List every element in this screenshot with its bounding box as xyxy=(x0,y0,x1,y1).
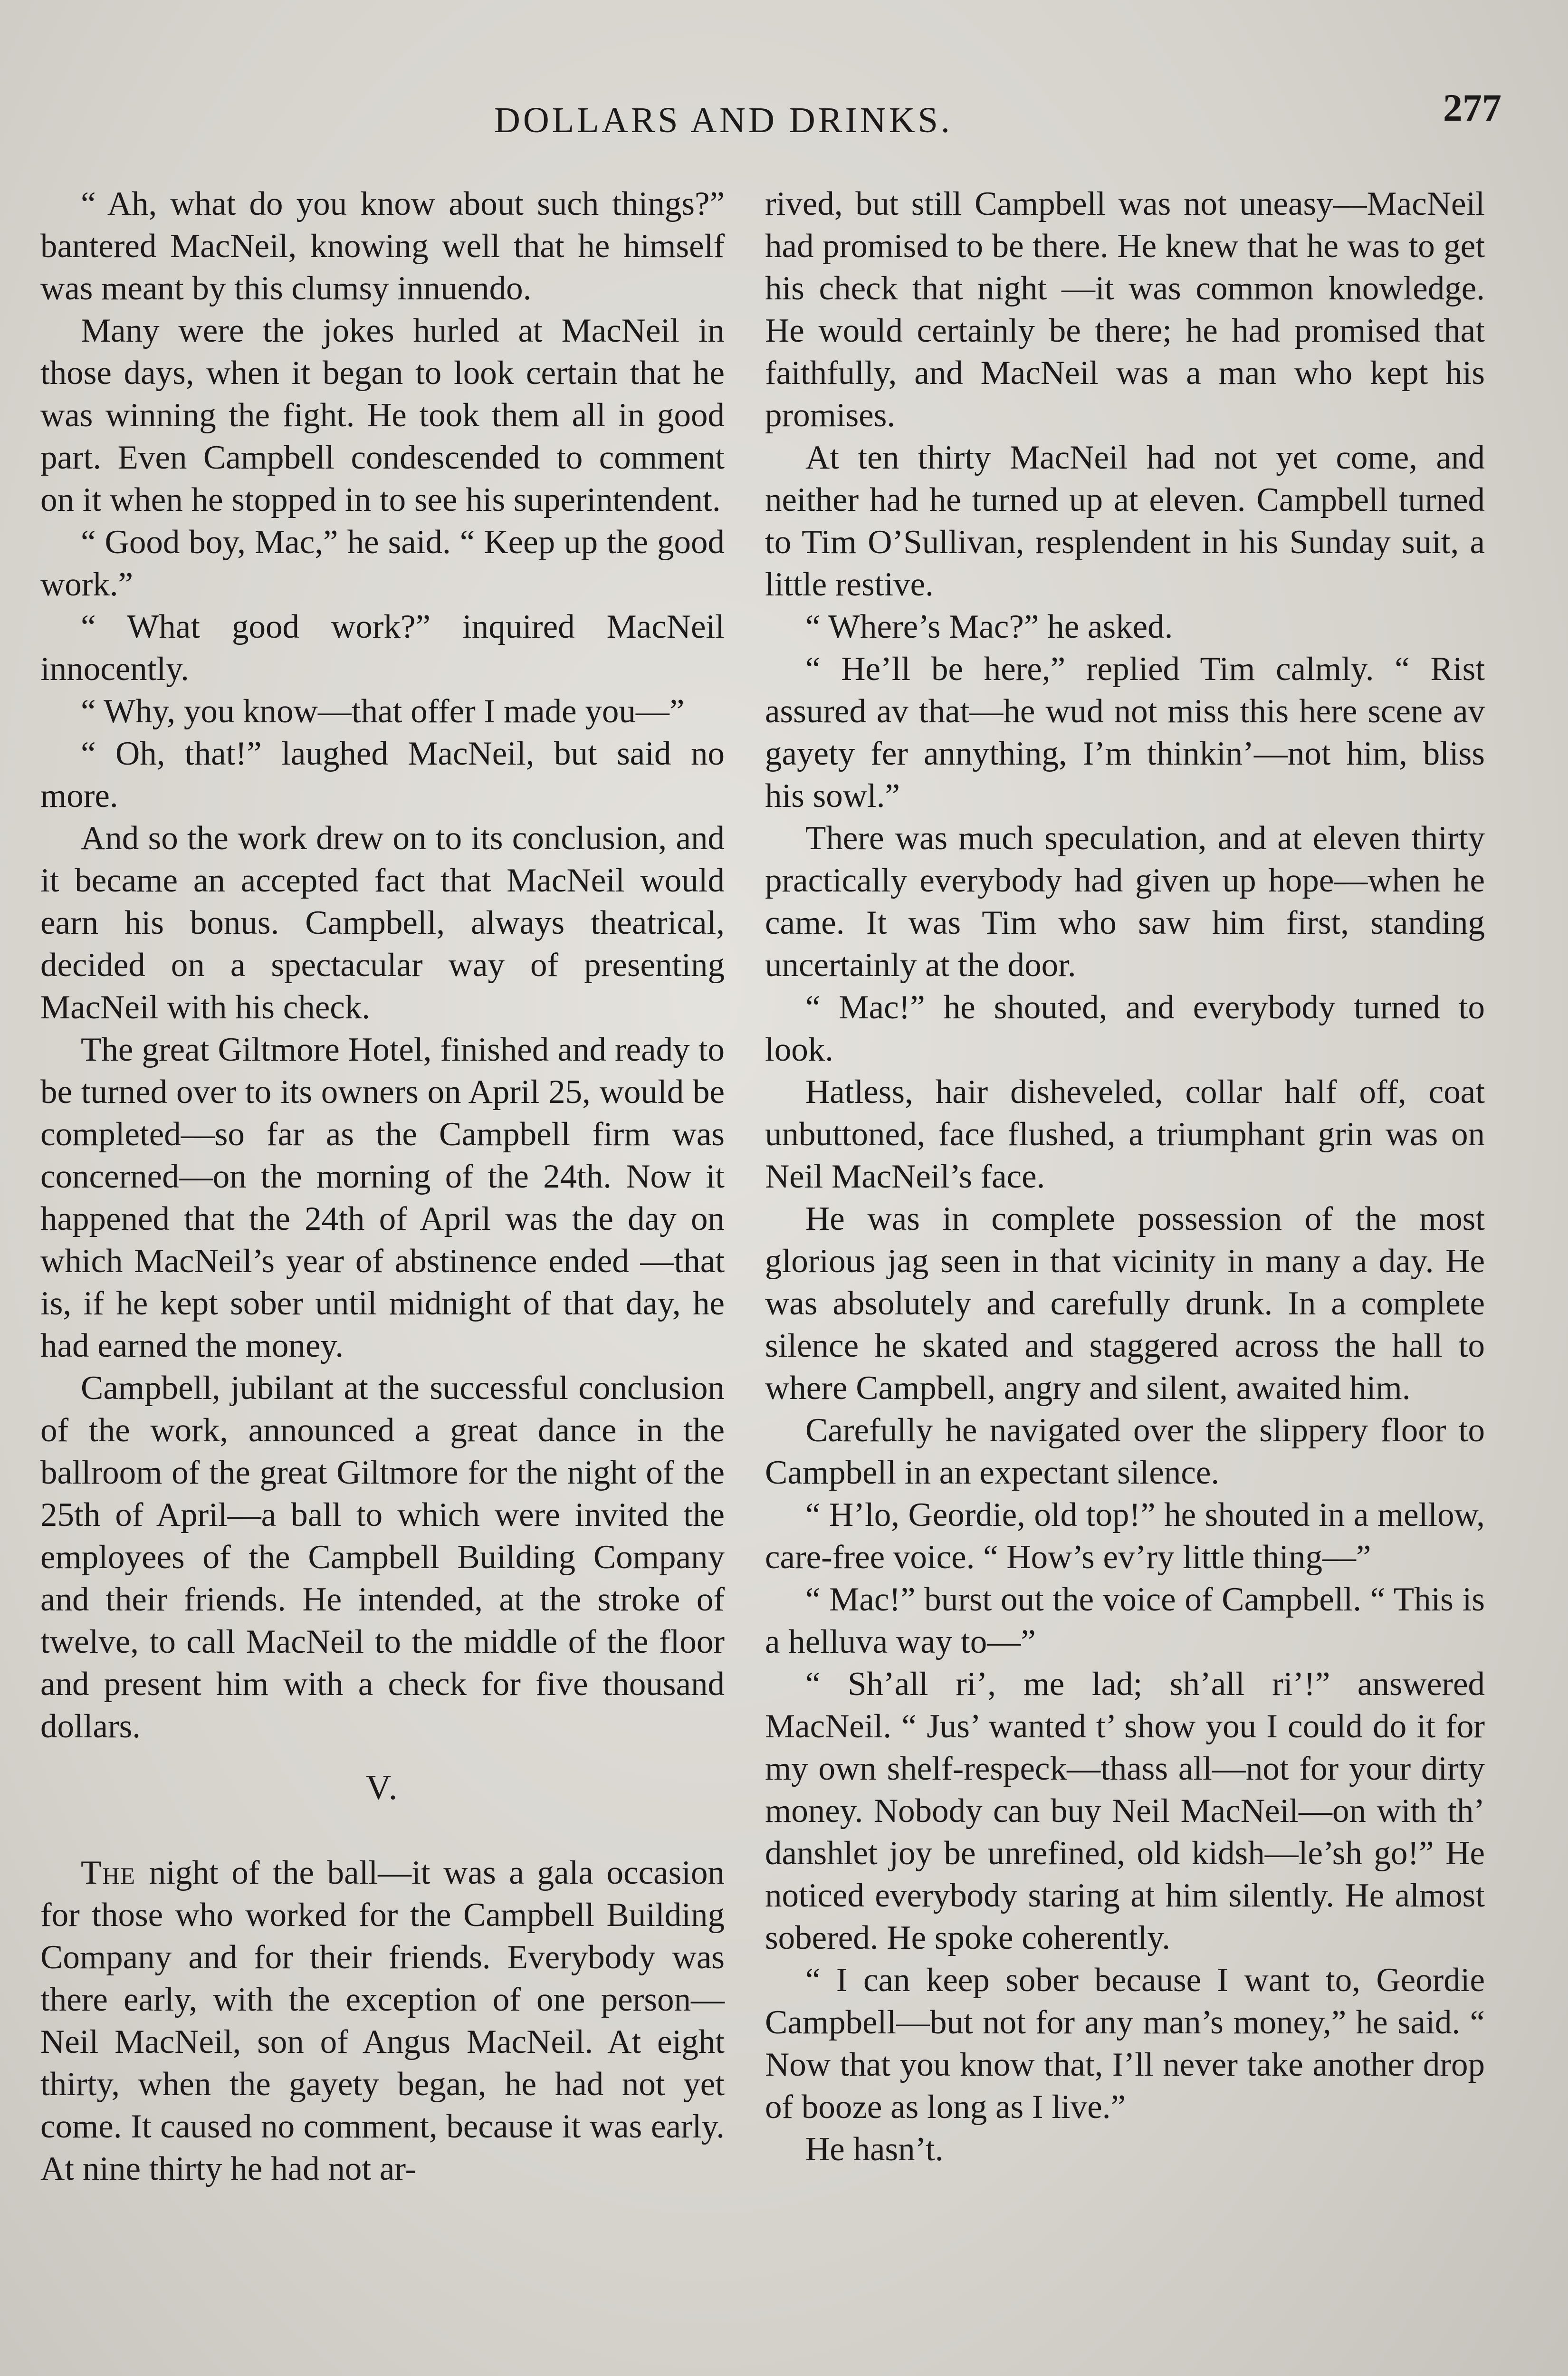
paragraph: “ Sh’all ri’, me lad; sh’all ri’!” answered MacNeil. “ Jus’ wanted t’ show you I could do it for my own shelf-respeck—thass all—not for your dirty money. Nobody can buy Neil MacNeil—on with th’ danshlet joy be unrefined, old kidsh—le’sh go!” He noticed everybody staring at him silently. He almost sobered. He spoke coherently. xyxy=(765,1666,1485,1956)
paragraph: “ H’lo, Geordie, old top!” he shouted in a mellow, care-free voice. “ How’s ev’ry little thing—” xyxy=(765,1496,1485,1576)
running-head: DOLLARS AND DRINKS. xyxy=(494,100,953,140)
paragraph: “ Mac!” burst out the voice of Campbell. “ This is a helluva way to—” xyxy=(765,1581,1485,1660)
paragraph: The great Giltmore Hotel, finished and ready to be turned over to its owners on April 25, would be completed—so far as the Campbell firm was concerned—on the morning of the 24th. Now it happened that the 24th of April was the day on which MacNeil’s year of abstinence ended —that is, if he kept sober until midnight of that day, he had earned the money. xyxy=(40,1031,725,1364)
paragraph: “ Oh, that!” laughed MacNeil, but said no more. xyxy=(40,735,725,814)
paragraph: “ He’ll be here,” replied Tim calmly. “ Rist assured av that—he wud not miss this here scene av gayety fer annything, I’m thinkin’—not him, bliss his sowl.” xyxy=(765,651,1485,814)
paragraph: “ Mac!” he shouted, and everybody turned to look. xyxy=(765,989,1485,1068)
paragraph: “ I can keep sober because I want to, Geordie Campbell—but not for any man’s money,” he said. “ Now that you know that, I’ll never take another drop of booze as long as I live.” xyxy=(765,1962,1485,2126)
paragraph: Many were the jokes hurled at MacNeil in those days, when it began to look certain that he was winning the fight. He took them all in good part. Even Campbell condescended to comment on it when he stopped in to see his superintendent. xyxy=(40,312,725,518)
paragraph: Carefully he navigated over the slippery floor to Campbell in an expectant silence. xyxy=(765,1412,1485,1491)
paragraph: And so the work drew on to its conclusion, and it became an accepted fact that MacNeil would earn his bonus. Campbell, always theatrical, decided on a spectacular way of presenting MacNeil with his check. xyxy=(40,820,725,1026)
paragraph: rived, but still Campbell was not uneasy—MacNeil had promised to be there. He knew that he was to get his check that night —it was common knowledge. He would certainly be there; he had promised that faithfully, and MacNeil was a man who kept his promises. xyxy=(765,185,1485,434)
section-opening-word: The xyxy=(81,1854,136,1891)
paragraph: He hasn’t. xyxy=(805,2131,944,2168)
paragraph: At ten thirty MacNeil had not yet come, and neither had he turned up at eleven. Campbell turned to Tim O’Sullivan, resplendent in his Sunday suit, a little restive. xyxy=(765,439,1485,603)
paragraph: “ What good work?” inquired MacNeil innocently. xyxy=(40,608,725,688)
left-column xyxy=(40,183,725,2190)
paragraph: Hatless, hair disheveled, collar half off, coat unbuttoned, face flushed, a triumphant grin was on Neil MacNeil’s face. xyxy=(765,1073,1485,1195)
section-heading: V. xyxy=(365,1768,400,1807)
paragraph: “ Ah, what do you know about such things?” bantered MacNeil, knowing well that he himself was meant by this clumsy innuendo. xyxy=(40,185,725,307)
page-header xyxy=(43,71,1501,166)
paragraph: “ Why, you know—that offer I made you—” xyxy=(81,693,685,730)
paragraph: “ Where’s Mac?” he asked. xyxy=(805,608,1173,645)
paragraph: Campbell, jubilant at the successful conclusion of the work, announced a great dance in the ballroom of the great Giltmore for the night of the 25th of April—a ball to which were invited the employees of the Campbell Building Company and their friends. He intended, at the stroke of twelve, to call MacNeil to the middle of the floor and present him with a check for five thousand dollars. xyxy=(40,1370,725,1745)
paragraph: “ Good boy, Mac,” he said. “ Keep up the good work.” xyxy=(40,524,725,603)
section-first-paragraph-text: night of the ball—it was a gala occasion for those who worked for the Campbell Building Company and for their friends. Everybody was there early, with the exception of one person—Neil MacNeil, son of Angus MacNeil. At eight thirty, when the gayety began, he had not yet come. It caused no comment, because it was early. At nine thirty he had not ar- xyxy=(40,1854,725,2187)
paragraph: He was in complete possession of the most glorious jag seen in that vicinity in many a day. He was absolutely and carefully drunk. In a complete silence he skated and staggered across the hall to where Campbell, angry and silent, awaited him. xyxy=(765,1200,1485,1407)
right-column xyxy=(765,183,1485,2171)
page-number: 277 xyxy=(1443,86,1501,129)
section-first-paragraph xyxy=(40,1852,725,2190)
paragraph: There was much speculation, and at eleven thirty practically everybody had given up hope—when he came. It was Tim who saw him first, standing uncertainly at the door. xyxy=(765,820,1485,984)
